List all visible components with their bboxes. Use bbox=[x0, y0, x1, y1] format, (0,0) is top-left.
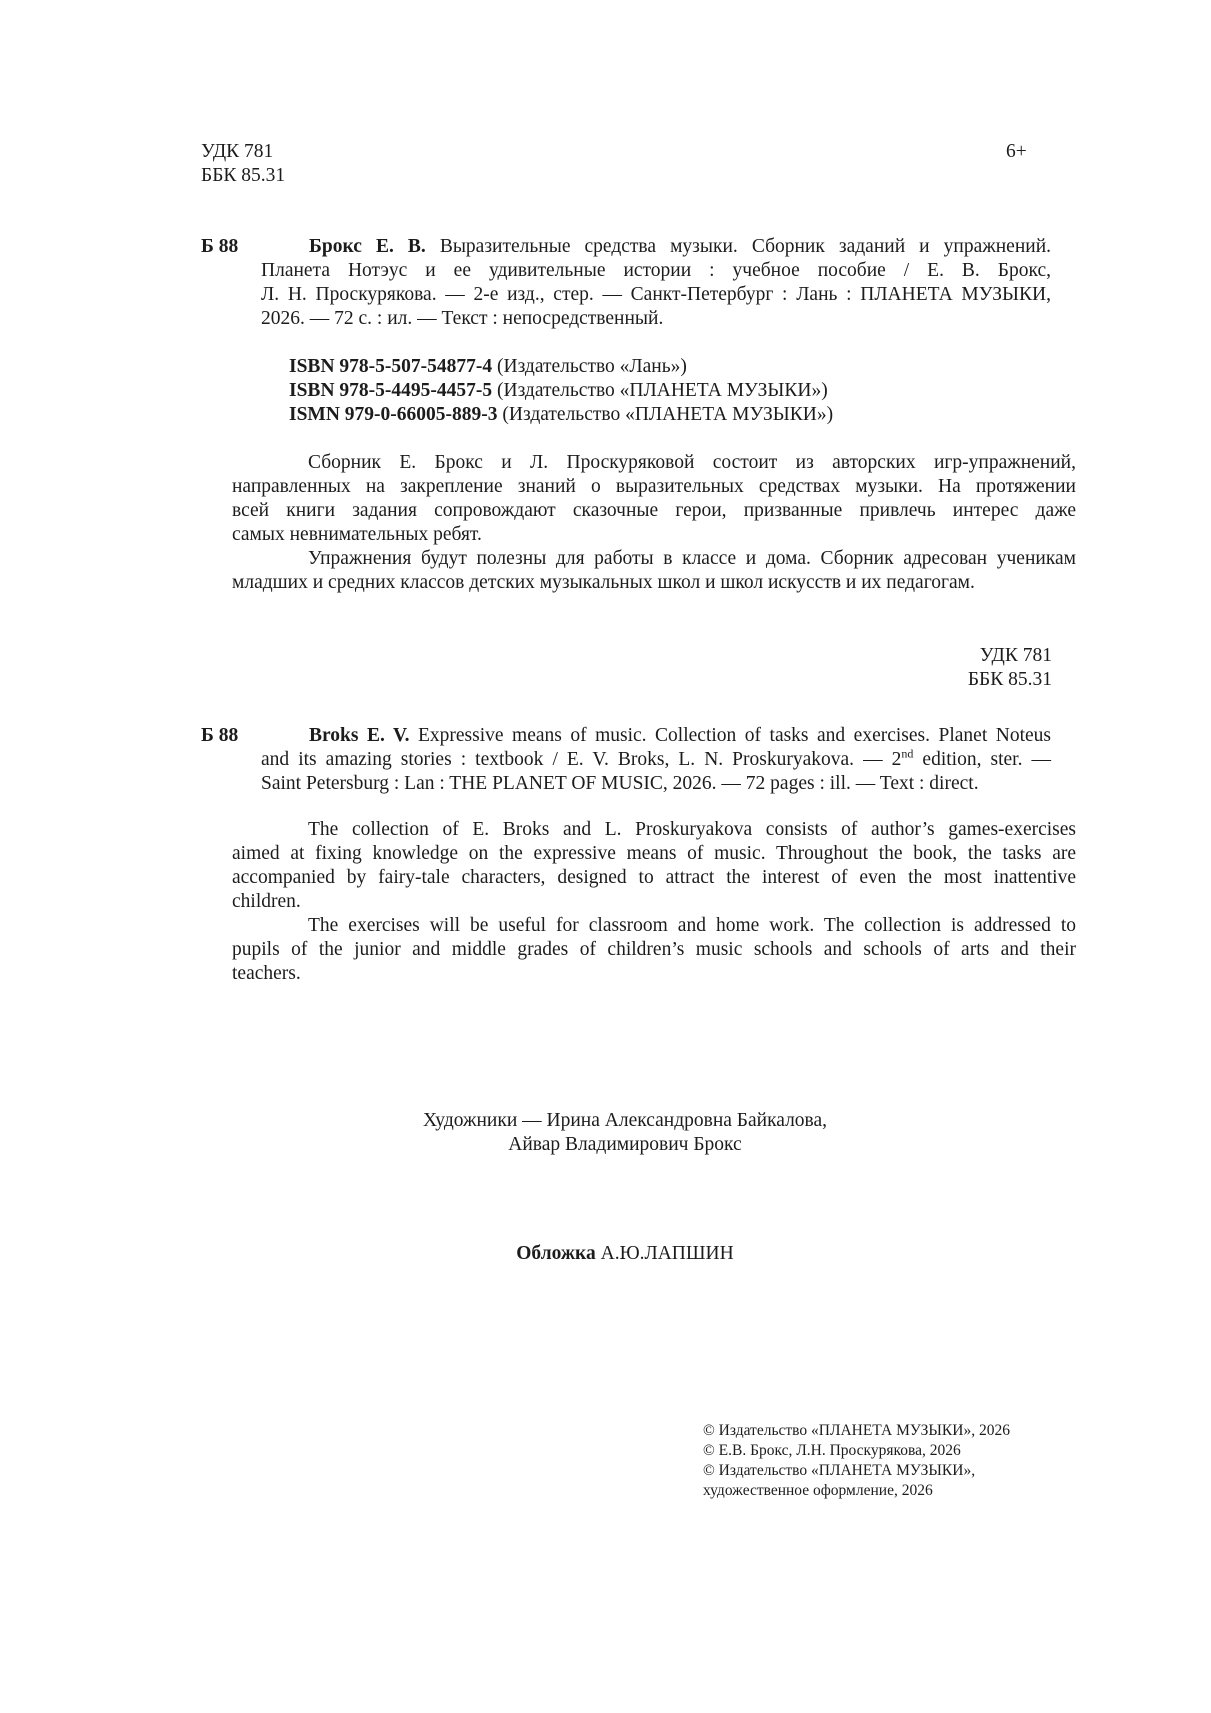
record-title: Expressive means of music. Collection of tasks and exercises. Planet Noteus bbox=[417, 725, 1051, 746]
annotation-line: children. bbox=[232, 891, 301, 912]
annotation-line: направленных на закрепление знаний о выразительных средствах музыки. На протяжении bbox=[232, 476, 1076, 497]
udk-code: УДК 781 bbox=[979, 645, 1052, 666]
annotation-line: aimed at fixing knowledge on the expressive means of music. Throughout the book, the tasks are bbox=[232, 843, 1076, 864]
cover-designer: А.Ю.ЛАПШИН bbox=[600, 1243, 734, 1264]
isbn-number: ISBN 978-5-4495-4457-5 bbox=[289, 380, 493, 401]
author-sign-ru: Б 88 bbox=[201, 236, 239, 257]
udk-code: УДК 781 bbox=[201, 141, 274, 162]
ismn-number: ISMN 979-0-66005-889-3 bbox=[289, 404, 498, 425]
annotation-line: всей книги задания сопровождают сказочные герои, призванные привлечь интерес даже bbox=[232, 500, 1076, 521]
isbn-publisher: (Издательство «ПЛАНЕТА МУЗЫКИ») bbox=[497, 380, 828, 401]
record-line: 2026. — 72 с. : ил. — Текст : непосредственный. bbox=[261, 308, 664, 329]
cover-label: Обложка bbox=[516, 1243, 596, 1264]
annotation-line: accompanied by fairy-tale characters, designed to attract the interest of even the most inattentive bbox=[232, 867, 1076, 888]
annotation-line: Сборник Е. Брокс и Л. Проскуряковой состоит из авторских игр-упражнений, bbox=[308, 452, 1076, 473]
artists-credit bbox=[300, 1109, 950, 1157]
record-line: and its amazing stories : textbook / E. V. Broks, L. N. Proskuryakova. — 2nd edition, ster. — bbox=[261, 746, 1051, 770]
record-author: Broks E. V. bbox=[309, 725, 410, 746]
annotation-line: The exercises will be useful for classroom and home work. The collection is addressed to bbox=[308, 915, 1076, 936]
copyright-line: художественное оформление, 2026 bbox=[703, 1482, 933, 1499]
copyright-line: © Издательство «ПЛАНЕТА МУЗЫКИ», bbox=[703, 1462, 976, 1479]
author-sign-en: Б 88 bbox=[201, 725, 239, 746]
copyright-line: © Е.В. Брокс, Л.Н. Проскурякова, 2026 bbox=[703, 1442, 961, 1459]
isbn-list bbox=[289, 355, 833, 427]
record-author: Брокс Е. В. bbox=[309, 236, 426, 257]
record-line: Л. Н. Проскурякова. — 2-е изд., стер. — Санкт-Петербург : Лань : ПЛАНЕТА МУЗЫКИ, bbox=[261, 284, 1051, 305]
record-line bbox=[261, 235, 1051, 259]
annotation-ru bbox=[232, 451, 1076, 595]
annotation-line: pupils of the junior and middle grades of children’s music schools and schools of arts and their bbox=[232, 939, 1076, 960]
superscript: nd bbox=[901, 746, 914, 761]
isbn-publisher: (Издательство «Лань») bbox=[497, 356, 687, 377]
isbn-row bbox=[289, 379, 833, 403]
ismn-row bbox=[289, 403, 833, 427]
annotation-line: младших и средних классов детских музыкальных школ и школ искусств и их педагогам. bbox=[232, 572, 975, 593]
bbk-code: ББК 85.31 bbox=[201, 165, 286, 186]
isbn-row bbox=[289, 355, 833, 379]
footer-classification-codes bbox=[940, 644, 1052, 692]
artists-line: Художники — Ирина Александровна Байкалова, bbox=[422, 1110, 828, 1131]
annotation-line: teachers. bbox=[232, 963, 301, 984]
record-line bbox=[261, 724, 1051, 748]
isbn-number: ISBN 978-5-507-54877-4 bbox=[289, 356, 493, 377]
record-title: Выразительные средства музыки. Сборник заданий и упражнений. bbox=[439, 236, 1052, 257]
annotation-en bbox=[232, 818, 1076, 986]
isbn-publisher: (Издательство «ПЛАНЕТА МУЗЫКИ») bbox=[502, 404, 834, 425]
bbk-code: ББК 85.31 bbox=[967, 669, 1052, 690]
annotation-line: The collection of E. Broks and L. Proskuryakova consists of author’s games-exercises bbox=[308, 819, 1076, 840]
age-rating: 6+ bbox=[1006, 141, 1027, 162]
cover-credit bbox=[300, 1242, 950, 1266]
copyright-line: © Издательство «ПЛАНЕТА МУЗЫКИ», 2026 bbox=[703, 1422, 1010, 1439]
bibliographic-record-ru bbox=[261, 235, 1051, 331]
record-line: Планета Нотэус и ее удивительные истории : учебное пособие / Е. В. Брокс, bbox=[261, 260, 1051, 281]
artists-line: Айвар Владимирович Брокс bbox=[508, 1134, 742, 1155]
header-classification-codes bbox=[201, 140, 285, 188]
annotation-line: Упражнения будут полезны для работы в классе и дома. Сборник адресован ученикам bbox=[308, 548, 1076, 569]
record-line: Saint Petersburg : Lan : THE PLANET OF MUSIC, 2026. — 72 pages : ill. — Text : direct. bbox=[261, 773, 979, 794]
annotation-line: самых невнимательных ребят. bbox=[232, 524, 482, 545]
bibliographic-record-en bbox=[261, 724, 1051, 796]
copyright-block bbox=[703, 1421, 1010, 1501]
